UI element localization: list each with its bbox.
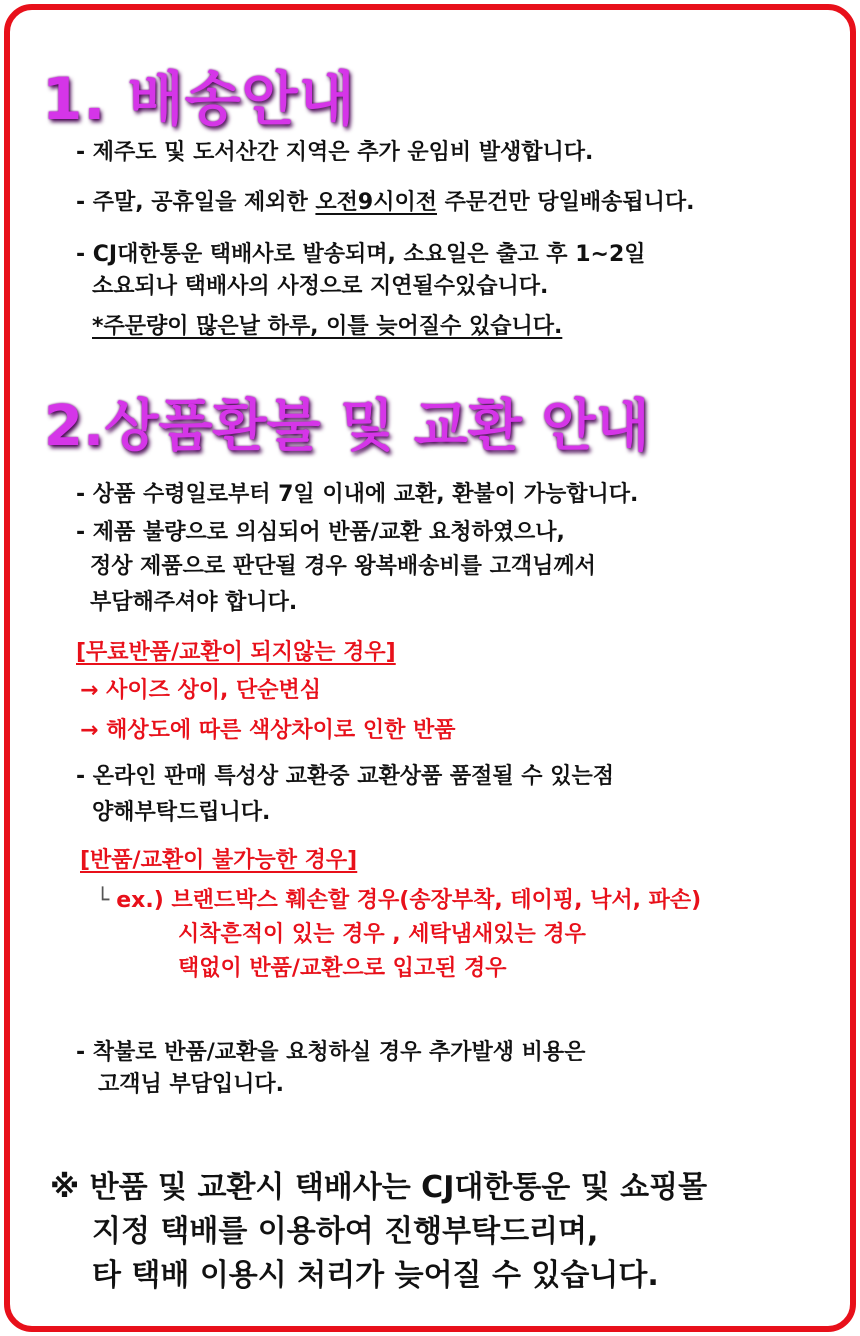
corner-mark: └ — [96, 888, 117, 913]
notice-line-2: 지정 택배를 이용하여 진행부탁드리며, — [92, 1214, 599, 1249]
no-return-ex-line-3: 택없이 반품/교환으로 입고된 경우 — [178, 956, 507, 981]
shipping-line-2 — [76, 188, 694, 218]
refund-line-2a: - 제품 불량으로 의심되어 반품/교환 요청하였으나, — [76, 520, 565, 545]
shipping-line-2-underline: 오전9시이전 — [315, 190, 437, 215]
shipping-line-3a: - CJ대한통운 택배사로 발송되며, 소요일은 출고 후 1~2일 — [76, 242, 646, 267]
shipping-line-2-pre: - 주말, 공휴일을 제외한 — [76, 190, 316, 215]
refund-line-3b: 양해부탁드립니다. — [92, 800, 271, 825]
section1-title: 1. 배송안내 — [42, 65, 356, 133]
no-free-return-item-2: → 해상도에 따른 색상차이로 인한 반품 — [80, 718, 456, 743]
refund-line-4b: 고객님 부담입니다. — [98, 1072, 285, 1097]
section2-title: 2.상품환불 및 교환 안내 — [44, 394, 650, 459]
refund-line-4a: - 착불로 반품/교환을 요청하실 경우 추가발생 비용은 — [76, 1040, 586, 1065]
refund-line-2c: 부담해주셔야 합니다. — [90, 590, 298, 615]
refund-line-2b: 정상 제품으로 판단될 경우 왕복배송비를 고객님께서 — [90, 554, 596, 579]
refund-line-1: - 상품 수령일로부터 7일 이내에 교환, 환불이 가능합니다. — [76, 482, 639, 507]
no-return-ex-text-1: ex.) 브랜드박스 훼손할 경우(송장부착, 테이핑, 낙서, 파손) — [116, 888, 702, 913]
shipping-line-3b: 소요되나 택배사의 사정으로 지연될수있습니다. — [92, 274, 549, 299]
notice-line-1: ※ 반품 및 교환시 택배사는 CJ대한통운 및 쇼핑몰 — [50, 1170, 708, 1205]
no-return-title: [반품/교환이 불가능한 경우] — [80, 848, 358, 873]
no-return-ex-line-2: 시착흔적이 있는 경우 , 세탁냄새있는 경우 — [178, 922, 586, 947]
no-free-return-item-1: → 사이즈 상이, 단순변심 — [80, 678, 322, 703]
shipping-line-4: *주문량이 많은날 하루, 이틀 늦어질수 있습니다. — [92, 314, 563, 339]
shipping-line-2-post: 주문건만 당일배송됩니다. — [436, 190, 695, 215]
notice-line-3: 타 택배 이용시 처리가 늦어질 수 있습니다. — [92, 1258, 659, 1293]
no-free-return-title: [무료반품/교환이 되지않는 경우] — [76, 640, 396, 665]
no-return-ex-line-1 — [96, 886, 701, 916]
shipping-line-1: - 제주도 및 도서산간 지역은 추가 운임비 발생합니다. — [76, 140, 594, 165]
refund-line-3a: - 온라인 판매 특성상 교환중 교환상품 품절될 수 있는점 — [76, 764, 614, 789]
